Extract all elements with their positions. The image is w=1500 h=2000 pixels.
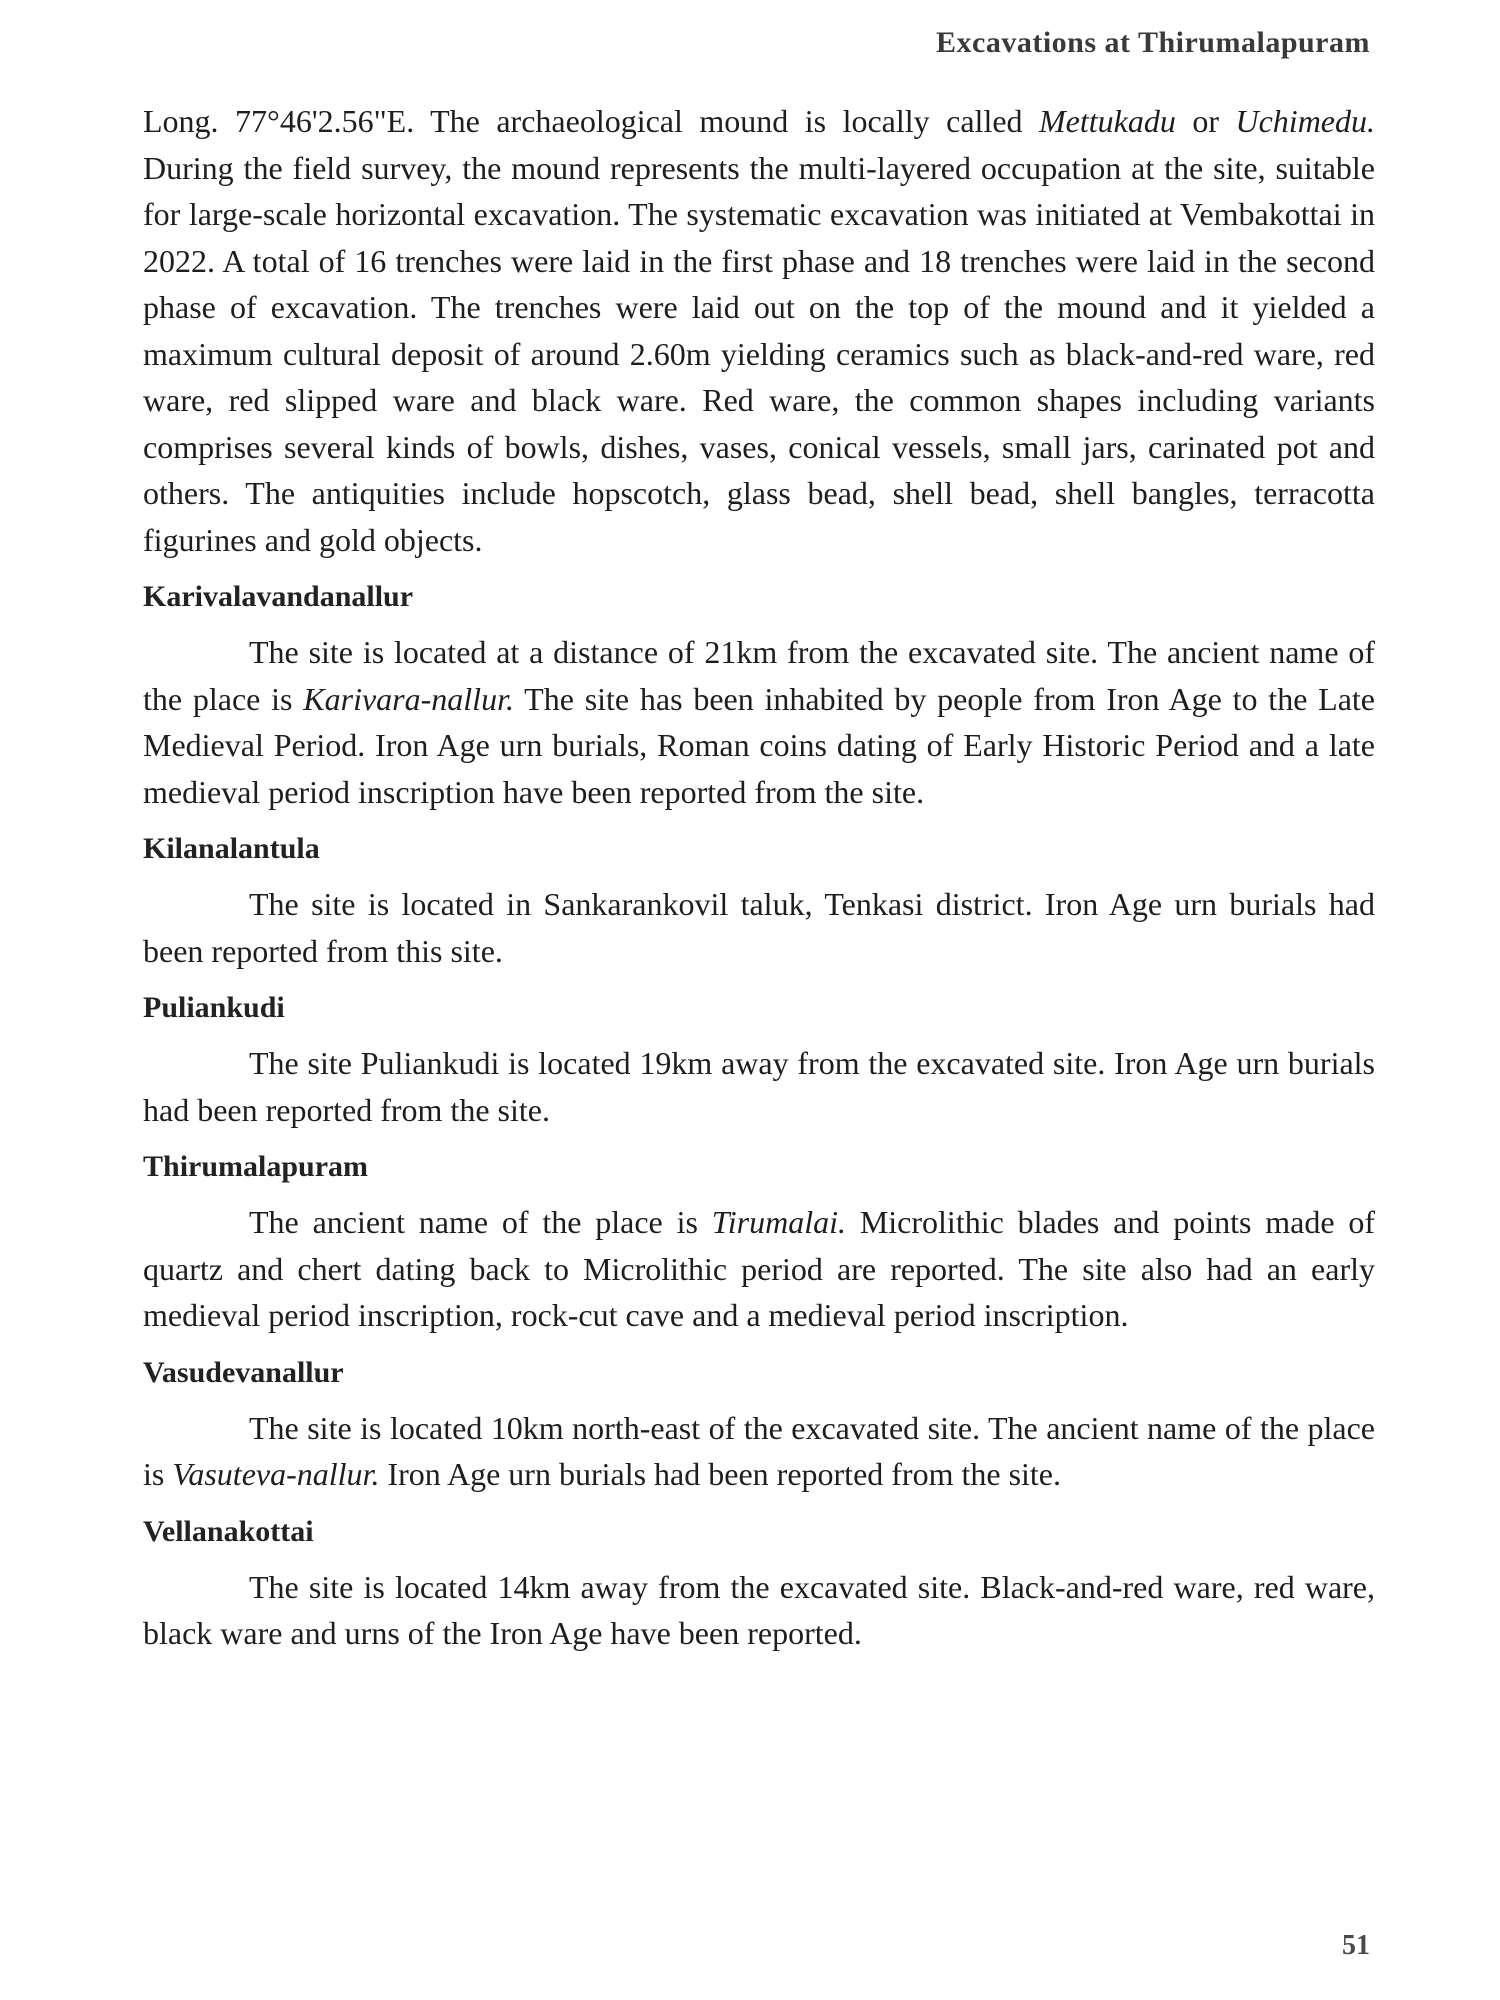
section-paragraph-kilanalantula: The site is located in Sankarankovil taluk, Tenkasi district. Iron Age urn burials had been reported from this site. [143,886,1375,969]
section-paragraph-thirumalapuram: The ancient name of the place is Tirumalai. Microlithic blades and points made of quartz and chert dating back to Microlithic period are reported. The site also had an early medieval period inscription, rock-cut cave and a medieval period inscription. [143,1204,1376,1333]
section-heading-vellanakottai: Vellanakottai [143,1514,314,1548]
section-heading-kilanalantula: Kilanalantula [143,832,320,865]
section-paragraph-vellanakottai: The site is located 14km away from the excavated site. Black-and-red ware, red ware, black ware and urns of the Iron Age have been reported. [143,1568,1375,1651]
section-heading-puliankudi: Puliankudi [143,991,285,1024]
section-heading-thirumalapuram: Thirumalapuram [143,1150,369,1183]
intro-paragraph: Long. 77°46'2.56"E. The archaeological mound is locally called Mettukadu or Uchimedu. During the field survey, the mound represents the multi-layered occupation at the site, suitable for large-scale horizontal excavation. The systematic excavation was initiated at Vembakottai in 2022. A total of 16 trenches were laid in the first phase and 18 trenches were laid in the second phase of excavation. The trenches were laid out on the top of the mound and it yielded a maximum cultural deposit of around 2.60m yielding ceramics such as black-and-red ware, red ware, red slipped ware and black ware. Red ware, the common shapes including variants comprises several kinds of bowls, dishes, vases, conical vessels, small jars, carinated pot and others. The antiquities include hopscotch, glass bead, shell bead, shell bangles, terracotta figurines and gold objects. [143,103,1375,558]
section-heading-karivalavandanallur: Karivalavandanallur [143,580,414,613]
section-paragraph-puliankudi: The site Puliankudi is located 19km away from the excavated site. Iron Age urn burials had been reported from the site. [143,1045,1375,1128]
running-header-title: Excavations at Thirumalapuram [936,26,1370,59]
section-paragraph-karivalavandanallur: The site is located at a distance of 21km from the excavated site. The ancient name of the place is Karivara-nallur. The site has been inhabited by people from Iron Age to the Late Medieval Period. Iron Age urn burials, Roman coins dating of Early Historic Period and a late medieval period inscription have been reported from the site. [143,634,1376,810]
page-body [143,98,1375,1657]
section-paragraph-vasudevanallur: The site is located 10km north-east of the excavated site. The ancient name of the place is Vasuteva-nallur. Iron Age urn burials had been reported from the site. [143,1409,1375,1492]
page-number: 51 [1342,1930,1370,1961]
section-heading-vasudevanallur: Vasudevanallur [143,1355,344,1389]
